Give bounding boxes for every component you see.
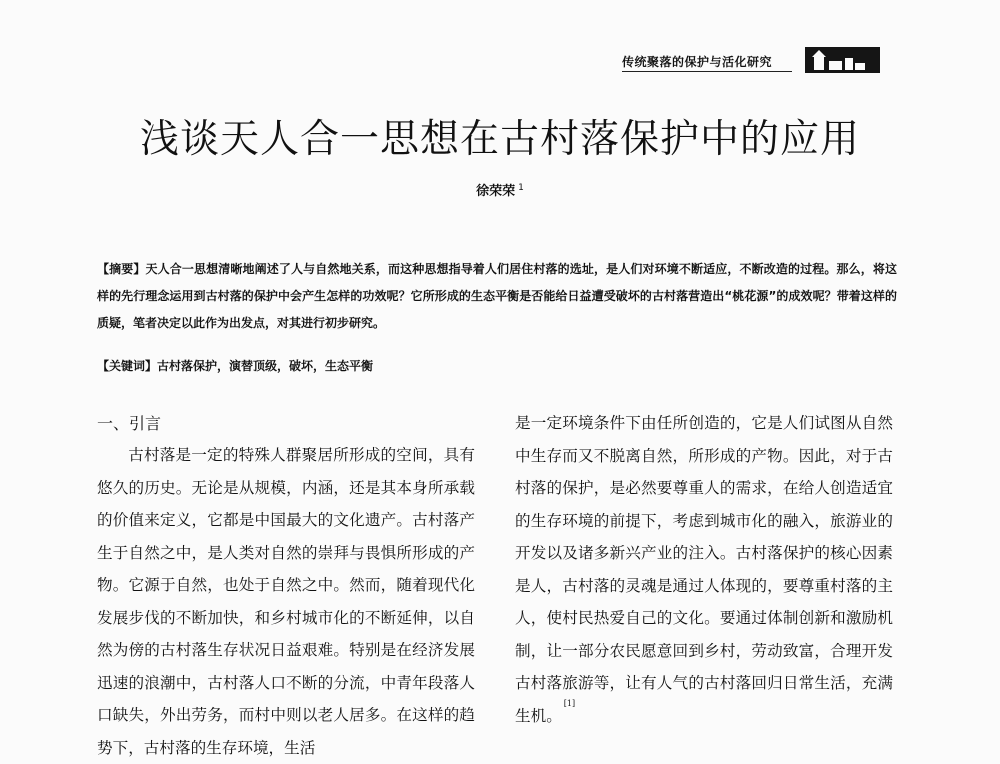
- house-silhouette-logo-icon: [805, 47, 880, 73]
- keywords-text: 古村落保护，演替顶级，破坏，生态平衡: [157, 359, 374, 373]
- abstract-text: 天人合一思想清晰地阐述了人与自然地关系，而这种思想指导着人们居住村落的选址，是人们对环境不断适应，不断改造的过程。那么，将这样的先行理念运用到古村落的保护中会产生怎样的功效呢？它所形成的生态平衡是否能给日益遭受破坏的古村落营造出“桃花源”的成效呢？带着这样的质疑，笔者决定以此作为出发点，对其进行初步研究。: [97, 262, 897, 330]
- abstract-label: 【摘要】: [97, 262, 146, 276]
- abstract: [97, 256, 897, 337]
- author-name: 徐荣荣: [476, 184, 516, 199]
- author-line: [0, 180, 1000, 199]
- right-column-text: 是一定环境条件下由任所创造的，它是人们试图从自然中生存而又不脱离自然，所形成的产物。因此，对于古村落的保护，是必然要尊重人的需求，在给人创造适宜的生存环境的前提下，考虑到城市化的融入，旅游业的开发以及诸多新兴产业的注入。古村落保护的核心因素是人，古村落的灵魂是通过人体现的，要尊重村落的主人，使村民热爱自己的文化。要通过体制创新和激励机制，让一部分农民愿意回到乡村，劳动致富，合理开发古村落旅游等，让有人气的古村落回归日常生活，充满生机。: [515, 414, 893, 725]
- paper-title: 浅谈天人合一思想在古村落保护中的应用: [139, 117, 860, 162]
- citation-marker: [1]: [563, 698, 576, 708]
- header-rule: [622, 71, 792, 72]
- section-heading: 一、引言: [97, 414, 162, 433]
- body-right-column: [515, 407, 893, 732]
- body-left-column: 古村落是一定的特殊人群聚居所形成的空间，具有悠久的历史。无论是从规模，内涵，还是其本身所承载的价值来定义，它都是中国最大的文化遗产。古村落产生于自然之中，是人类对自然的崇拜与畏惧所形成的产物。它源于自然，也处于自然之中。然而，随着现代化发展步伐的不断加快，和乡村城市化的不断延伸，以自然为傍的古村落生存状况日益艰难。特别是在经济发展迅速的浪潮中，古村落人口不断的分流，中青年段落人口缺失，外出劳务，而村中则以老人居多。在这样的趋势下，古村落的生存环境，生活: [97, 446, 475, 757]
- author-affiliation-mark: 1: [518, 182, 524, 193]
- keywords-label: 【关键词】: [97, 359, 158, 373]
- keywords: [97, 357, 897, 374]
- running-header: [622, 47, 880, 75]
- running-title: 传统聚落的保护与活化研究: [622, 55, 773, 69]
